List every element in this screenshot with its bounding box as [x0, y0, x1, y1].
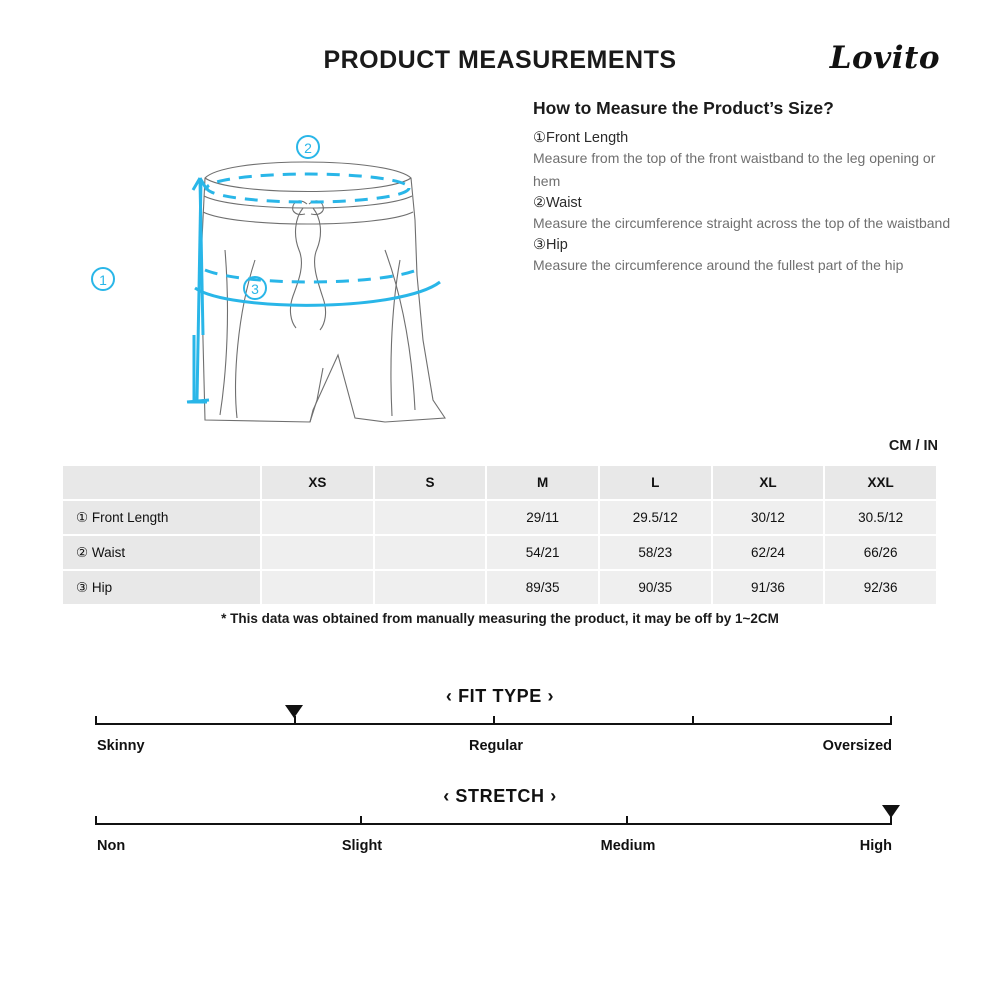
measure-item-3-desc: Measure the circumference around the fullest part of the hip — [533, 256, 904, 273]
cell-hip-xxl: 92/36 — [824, 570, 937, 605]
row-label-hip: ③ Hip — [62, 570, 261, 605]
cell-waist-xxl: 66/26 — [824, 535, 937, 570]
page-title: PRODUCT MEASUREMENTS — [323, 46, 677, 74]
row-label-front-length: ① Front Length — [62, 500, 261, 535]
callout-3-text: 3 — [251, 281, 259, 297]
table-header-cell-xl: XL — [712, 465, 825, 500]
fit-type-label-regular: Regular — [469, 738, 523, 754]
cell-front-length-m: 29/11 — [486, 500, 599, 535]
cell-hip-xs — [261, 570, 374, 605]
stretch-scale — [95, 803, 892, 854]
fit-type-tick-4 — [890, 716, 892, 725]
cell-front-length-l: 29.5/12 — [599, 500, 712, 535]
fit-type-tick-0 — [95, 716, 97, 725]
measure-item-3-label: ③Hip — [533, 236, 568, 253]
table-header-cell-m: M — [486, 465, 599, 500]
stretch-label-high: High — [859, 838, 892, 854]
table-header-cell-l: L — [599, 465, 712, 500]
fit-type-marker — [285, 705, 303, 718]
table-header-cell-s: S — [374, 465, 487, 500]
cell-waist-xl: 62/24 — [712, 535, 825, 570]
shorts-illustration-svg — [55, 100, 525, 440]
stretch-label-slight: Slight — [341, 838, 383, 854]
measure-item-2-desc: Measure the circumference straight across the top of the waistband — [533, 214, 951, 231]
table-header-cell-label — [62, 465, 261, 500]
cell-front-length-xl: 30/12 — [712, 500, 825, 535]
how-to-measure-panel — [533, 98, 953, 277]
size-chart-table — [61, 464, 938, 606]
unit-note: CM / IN — [888, 438, 938, 454]
stretch-label-medium: Medium — [600, 838, 656, 854]
cell-front-length-xs — [261, 500, 374, 535]
stretch-tick-0 — [95, 816, 97, 825]
cell-hip-l: 90/35 — [599, 570, 712, 605]
fit-type-scale — [95, 703, 892, 754]
how-to-measure-title: How to Measure the Product’s Size? — [533, 98, 834, 118]
stretch-marker — [882, 805, 900, 818]
fit-type-label-skinny: Skinny — [97, 738, 145, 754]
stretch-tick-2 — [626, 816, 628, 825]
cell-front-length-s — [374, 500, 487, 535]
table-header-row — [62, 465, 937, 500]
fit-type-label-oversized: Oversized — [822, 738, 892, 754]
fit-type-tick-2 — [493, 716, 495, 725]
fit-type-tick-3 — [692, 716, 694, 725]
table-row — [62, 535, 937, 570]
table-header-cell-xxl: XXL — [824, 465, 937, 500]
callout-1-text: 1 — [99, 272, 107, 288]
measurement-disclaimer: * This data was obtained from manually measuring the product, it may be off by 1~2CM — [221, 611, 779, 626]
table-row — [62, 500, 937, 535]
measure-item-1-label: ①Front Length — [533, 130, 629, 146]
cell-waist-m: 54/21 — [486, 535, 599, 570]
cell-hip-s — [374, 570, 487, 605]
brand-logo: Lovito — [829, 40, 940, 76]
callout-2-text: 2 — [304, 140, 312, 156]
row-label-waist: ② Waist — [62, 535, 261, 570]
cell-waist-s — [374, 535, 487, 570]
cell-front-length-xxl: 30.5/12 — [824, 500, 937, 535]
product-diagram — [55, 100, 525, 440]
cell-waist-l: 58/23 — [599, 535, 712, 570]
stretch-axis — [95, 823, 892, 825]
table-header-cell-xs: XS — [261, 465, 374, 500]
stretch-tick-1 — [360, 816, 362, 825]
fit-type-title: ‹ FIT TYPE › — [445, 686, 555, 706]
cell-waist-xs — [261, 535, 374, 570]
cell-hip-xl: 91/36 — [712, 570, 825, 605]
table-row — [62, 570, 937, 605]
measure-item-1-desc: Measure from the top of the front waistband to the leg opening or hem — [533, 150, 936, 189]
measure-item-2-label: ②Waist — [533, 194, 582, 211]
cell-hip-m: 89/35 — [486, 570, 599, 605]
stretch-label-non: Non — [97, 838, 126, 854]
stretch-title: ‹ STRETCH › — [443, 786, 557, 806]
